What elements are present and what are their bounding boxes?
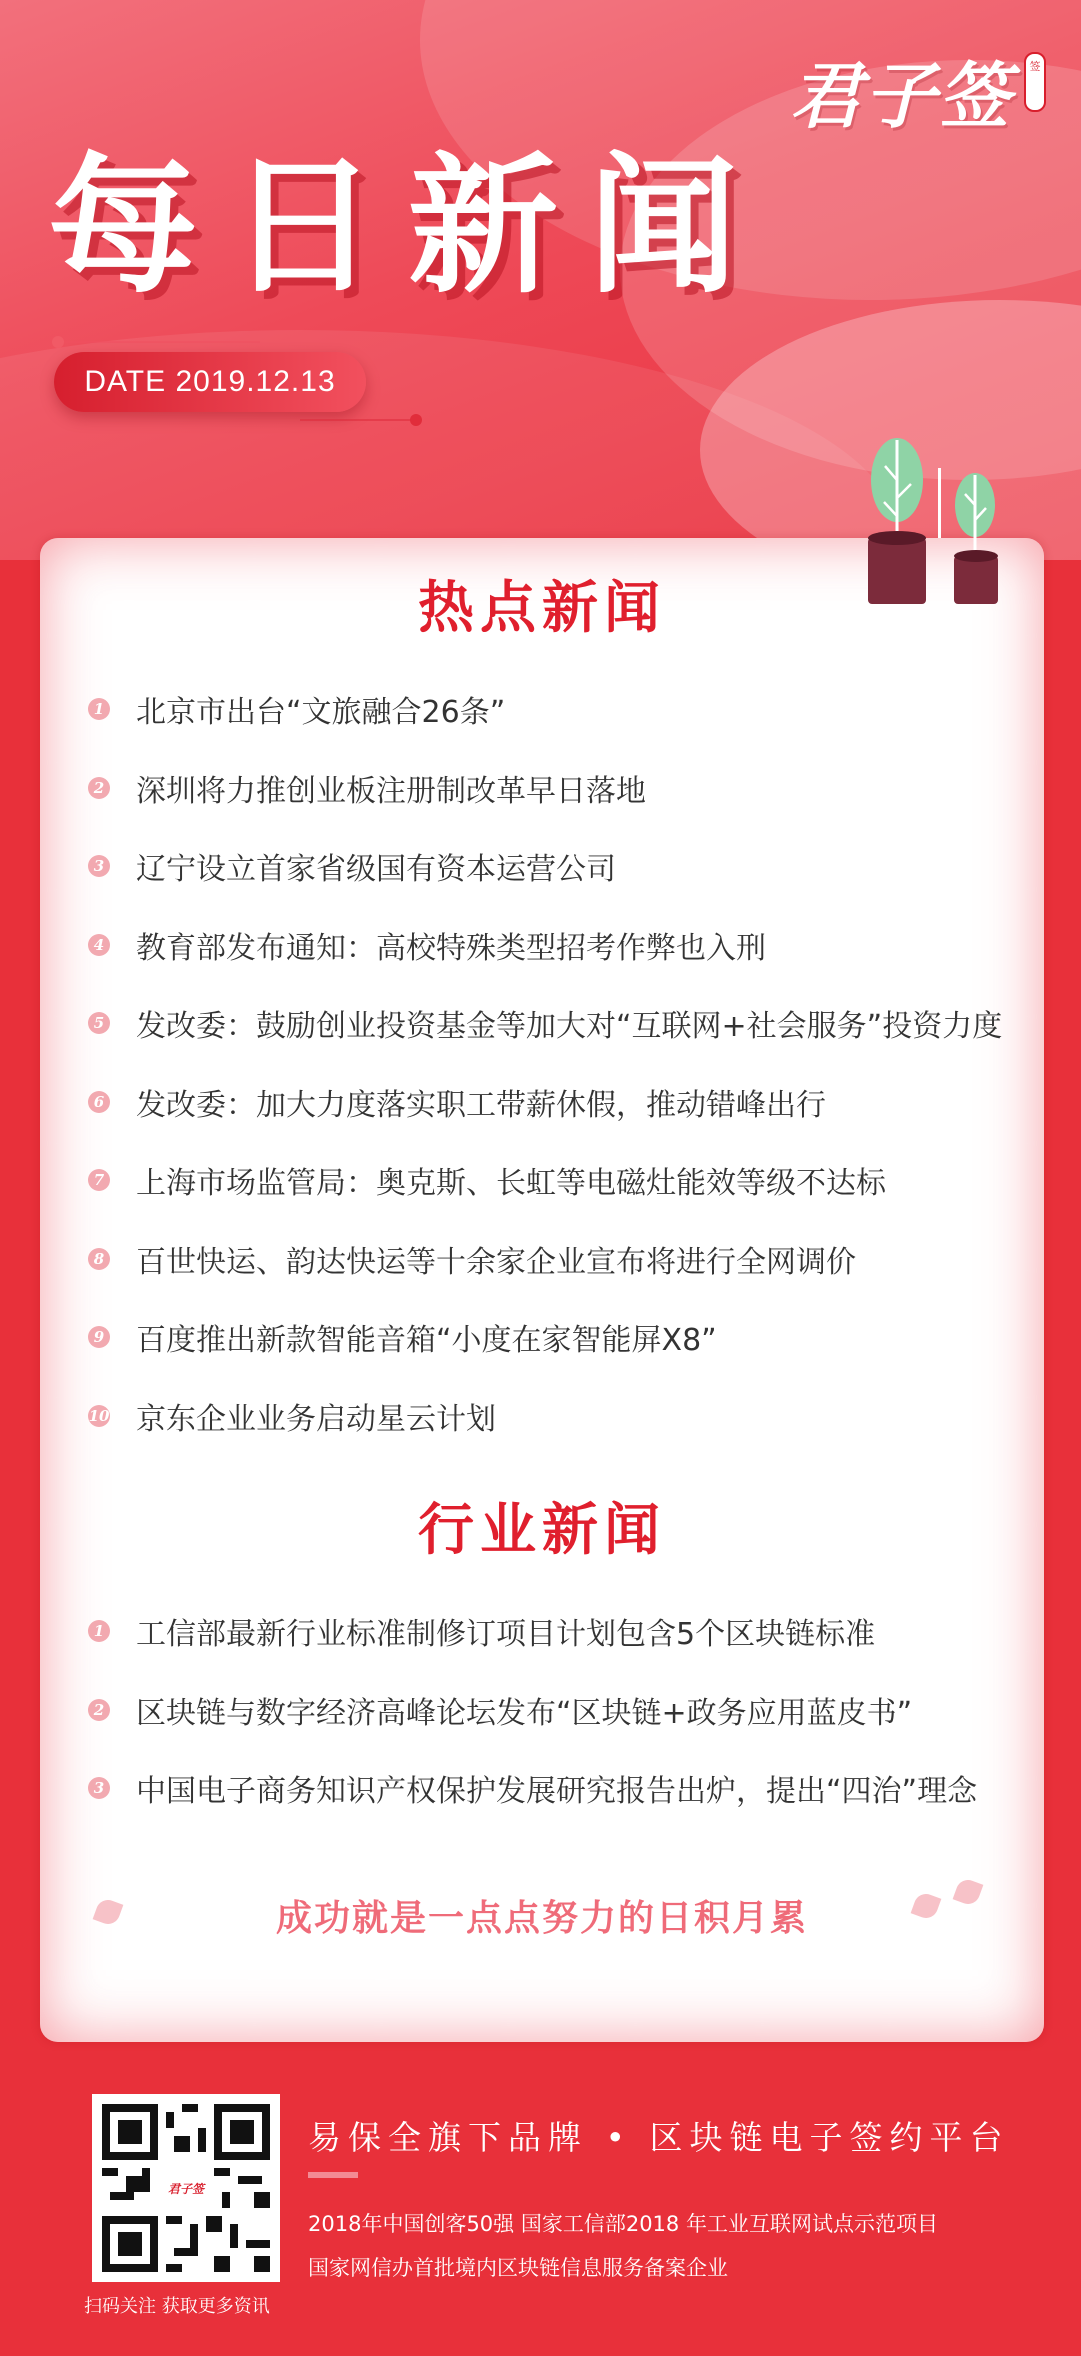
item-number: 2 xyxy=(88,777,110,799)
date-decor-line xyxy=(60,341,260,343)
item-number: 2 xyxy=(88,1699,110,1721)
item-number: 8 xyxy=(88,1248,110,1270)
date-decor-line xyxy=(300,419,412,421)
qr-caption: 扫码关注 获取更多资讯 xyxy=(84,2296,270,2317)
list-item[interactable] xyxy=(80,1220,1040,1299)
list-item[interactable] xyxy=(80,906,1040,985)
qr-center-logo: 君子签 xyxy=(167,2182,204,2196)
list-item[interactable] xyxy=(80,749,1040,828)
item-number: 3 xyxy=(88,1777,110,1799)
list-item[interactable] xyxy=(80,827,1040,906)
footer-headline: 易保全旗下品牌 • 区块链电子签约平台 xyxy=(308,2118,1010,2157)
list-item[interactable] xyxy=(80,670,1040,749)
list-item[interactable] xyxy=(80,984,1040,1063)
item-number: 9 xyxy=(88,1326,110,1348)
date-decor-dot xyxy=(410,414,422,426)
item-number: 1 xyxy=(88,1620,110,1642)
motto-text: 成功就是一点点努力的日积月累 xyxy=(275,1898,808,1939)
list-item[interactable] xyxy=(80,1749,1040,1828)
brand-name: 君子签 xyxy=(790,53,1013,138)
brand-seal: 签 xyxy=(1024,52,1046,112)
news-headline: 区块链与数字经济高峰论坛发布“区块链+政务应用蓝皮书” xyxy=(136,1695,913,1731)
footer-divider xyxy=(308,2172,358,2178)
news-headline: 百世快运、韵达快运等十余家企业宣布将进行全网调价 xyxy=(136,1244,856,1280)
list-item[interactable] xyxy=(80,1141,1040,1220)
hot-news-list xyxy=(80,670,1040,1455)
date-badge: DATE 2019.12.13 xyxy=(54,352,366,412)
news-headline: 百度推出新款智能音箱“小度在家智能屏X8” xyxy=(136,1323,717,1359)
news-headline: 上海市场监管局：奥克斯、长虹等电磁灶能效等级不达标 xyxy=(136,1166,886,1202)
industry-news-list xyxy=(80,1592,1040,1828)
industry-news-title: 行业新闻 xyxy=(418,1498,666,1563)
plant-decoration-icon xyxy=(860,420,1010,610)
news-headline: 工信部最新行业标准制修订项目计划包含5个区块链标准 xyxy=(136,1617,876,1653)
news-headline: 中国电子商务知识产权保护发展研究报告出炉，提出“四治”理念 xyxy=(136,1774,978,1810)
news-headline: 京东企业业务启动星云计划 xyxy=(136,1401,496,1437)
news-headline: 发改委：加大力度落实职工带薪休假，推动错峰出行 xyxy=(136,1087,826,1123)
footer-credential: 2018年中国创客50强 国家工信部2018 年工业互联网试点示范项目 xyxy=(308,2212,938,2236)
list-item[interactable] xyxy=(80,1671,1040,1750)
news-headline: 辽宁设立首家省级国有资本运营公司 xyxy=(136,852,616,888)
list-item[interactable] xyxy=(80,1063,1040,1142)
item-number: 3 xyxy=(88,855,110,877)
list-item[interactable] xyxy=(80,1377,1040,1456)
item-number: 7 xyxy=(88,1169,110,1191)
news-headline: 北京市出台“文旅融合26条” xyxy=(136,695,506,731)
item-number: 6 xyxy=(88,1091,110,1113)
page-title: 每日新闻 xyxy=(48,140,769,314)
news-headline: 深圳将力推创业板注册制改革早日落地 xyxy=(136,773,646,809)
news-card xyxy=(40,538,1044,2042)
brand-logo xyxy=(790,28,1040,138)
item-number: 4 xyxy=(88,934,110,956)
list-item[interactable] xyxy=(80,1298,1040,1377)
list-item[interactable] xyxy=(80,1592,1040,1671)
hot-news-title: 热点新闻 xyxy=(418,576,666,641)
news-headline: 教育部发布通知：高校特殊类型招考作弊也入刑 xyxy=(136,930,766,966)
item-number: 1 xyxy=(88,698,110,720)
qr-code[interactable] xyxy=(92,2094,280,2282)
item-number: 10 xyxy=(88,1406,110,1425)
news-headline: 发改委：鼓励创业投资基金等加大对“互联网+社会服务”投资力度 xyxy=(136,1009,1003,1045)
footer-credential: 国家网信办首批境内区块链信息服务备案企业 xyxy=(308,2256,728,2280)
date-decor-dot xyxy=(52,336,64,348)
item-number: 5 xyxy=(88,1012,110,1034)
